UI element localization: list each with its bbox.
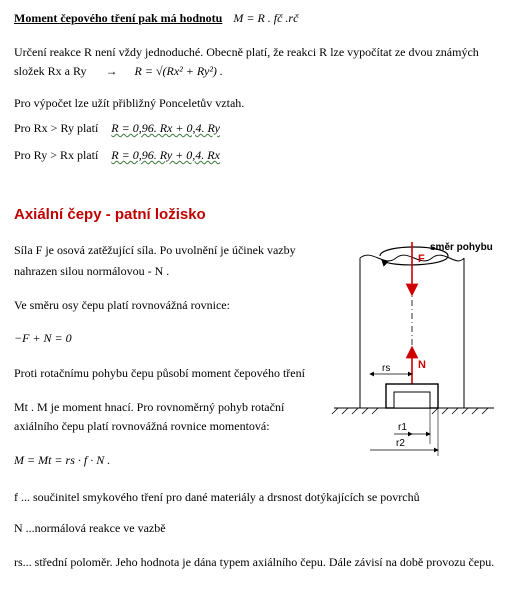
components-text: složek Rx a Ry [14, 64, 87, 78]
label-r1: r1 [398, 422, 407, 433]
case-1-formula: R = 0,96. Rx + 0,4. Ry [111, 121, 220, 135]
case-2-formula: R = 0,96. Ry + 0,4. Rx [111, 148, 220, 162]
section-title: Moment čepového tření pak má hodnotu [14, 11, 223, 25]
formula-line [14, 11, 298, 25]
paragraph-force-2: nahrazen silou normálovou - N . [14, 264, 170, 278]
paragraph-equilibrium: Ve směru osy čepu platí rovnovážná rovnice: [14, 298, 230, 312]
case-2-condition: Pro Ry > Rx platí [14, 148, 99, 162]
paragraph-reaction: Určení reakce R není vždy jednoduché. Obecně platí, že reakci R lze vypočítat ze dvou známých [14, 45, 479, 59]
ground-hatch [332, 408, 488, 414]
poncelet-case-1 [14, 121, 220, 135]
axial-bearing-figure [330, 228, 510, 460]
poncelet-case-2 [14, 148, 220, 162]
label-f: F [418, 253, 425, 265]
paragraph-force-1: Síla F je osová zatěžující síla. Po uvolnění je účinek vazby [14, 243, 296, 257]
arrow-icon: → [105, 64, 118, 78]
label-motion: směr pohybu [430, 242, 493, 253]
definition-f: f ... součinitel smykového tření pro dané materiály a drsnost dotýkajících se povrchů [14, 490, 420, 504]
equilibrium-equation: −F + N = 0 [14, 331, 72, 345]
heading-axial-bearings: Axiální čepy - patní ložisko [14, 206, 206, 223]
paragraph-driving-moment-2: axiálního čepu platí rovnovážná rovnice momentová: [14, 419, 270, 433]
resultant-formula: R = √(Rx² + Ry²) . [134, 64, 223, 78]
label-r2: r2 [396, 438, 405, 449]
definition-rs: rs... střední poloměr. Jeho hodnota je dána typem axiálního čepu. Dále závisí na době provozu čepu. [14, 555, 495, 569]
moment-equation: M = Mt = rs · f · N . [14, 453, 111, 467]
poncelet-intro: Pro výpočet lze užít přibližný Ponceletův vztah. [14, 96, 245, 110]
label-rs: rs [382, 363, 391, 374]
inner-pad [394, 392, 430, 408]
paragraph-friction-moment: Proti rotačnímu pohybu čepu působí moment čepového tření [14, 366, 305, 380]
definition-n: N ...normálová reakce ve vazbě [14, 521, 166, 535]
moment-formula: M = R . fč .rč [233, 11, 299, 25]
paragraph-driving-moment-1: Mt . M je moment hnací. Pro rovnoměrný pohyb rotační [14, 400, 285, 414]
case-1-condition: Pro Rx > Ry platí [14, 121, 99, 135]
components-line [14, 64, 223, 78]
label-n: N [418, 359, 426, 371]
